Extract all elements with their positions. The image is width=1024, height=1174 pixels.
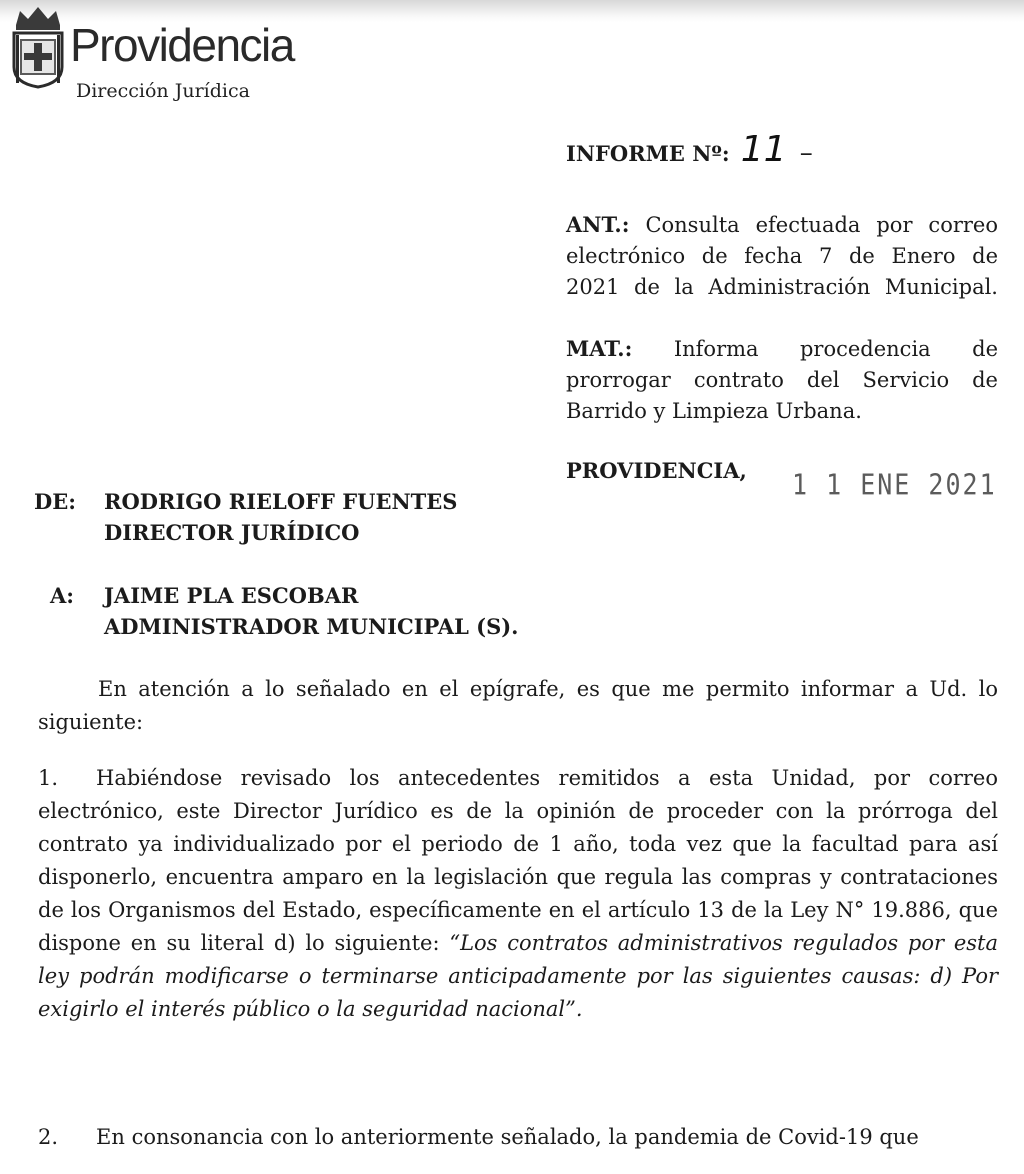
mat-line-2: prorrogar contrato del Servicio de [566, 368, 998, 392]
to-title: ADMINISTRADOR MUNICIPAL (S). [104, 614, 519, 639]
intro-paragraph [38, 673, 998, 739]
ant-line-2: electrónico de fecha 7 de Enero de [566, 244, 998, 268]
antecedent-block [566, 209, 998, 303]
paragraph-1 [38, 762, 998, 1026]
informe-number: 11 [740, 129, 787, 170]
to-name: JAIME PLA ESCOBAR [104, 583, 359, 608]
date-stamp: 1 1 ENE 2021 [792, 467, 997, 502]
ant-text-1: Consulta efectuada por correo [645, 213, 998, 237]
p2-text: En consonancia con lo anteriormente señalado, la pandemia de Covid-19 que [96, 1125, 919, 1149]
department-name: Dirección Jurídica [76, 80, 250, 102]
ant-line-1 [566, 209, 998, 241]
ant-label: ANT.: [566, 212, 630, 237]
informe-label: INFORME Nº: [566, 141, 730, 166]
p1-quote: “Los contratos administrativos regulados por esta ley podrán modificarse o terminarse anticipadamente por las siguientes causas: d) Por exigirlo el interés público o la seguridad nacional”. [38, 931, 998, 1021]
intro-text: En atención a lo señalado en el epígrafe, es que me permito informar a Ud. lo siguiente: [38, 677, 998, 734]
mat-text-1: Informa procedencia de [673, 337, 998, 361]
from-block [104, 486, 457, 548]
from-label: DE: [34, 489, 76, 514]
p2-number: 2. [38, 1125, 59, 1149]
from-title: DIRECTOR JURÍDICO [104, 520, 360, 545]
place-label: PROVIDENCIA, [566, 458, 747, 483]
paragraph-2 [38, 1121, 998, 1154]
informe-dash: – [799, 138, 813, 168]
matter-block [566, 333, 998, 427]
mat-label: MAT.: [566, 336, 633, 361]
p1-number: 1. [38, 766, 59, 790]
ant-line-3: 2021 de la Administración Municipal. [566, 275, 998, 299]
mat-line-1 [566, 333, 998, 365]
to-block [104, 580, 519, 642]
mat-line-3: Barrido y Limpieza Urbana. [566, 399, 862, 423]
coat-of-arms-icon [8, 5, 68, 89]
to-label: A: [50, 583, 75, 608]
p1-text: Habiéndose revisado los antecedentes remitidos a esta Unidad, por correo electrónico, este Director Jurídico es de la opinión de proceder con la prórroga del contrato ya individualizado por el periodo de 1 año, toda vez que la facultad para así disponerlo, encuentra amparo en la legislación que regula las compras y contrataciones de los Organismos del Estado, específicamente en el artículo 13 de la Ley N° 19.886, que dispone en su literal d) lo siguiente: [38, 766, 998, 955]
from-name: RODRIGO RIELOFF FUENTES [104, 489, 458, 514]
logo-wordmark: Providencia [70, 19, 294, 71]
municipal-logo [8, 5, 68, 89]
informe-line [566, 129, 813, 170]
